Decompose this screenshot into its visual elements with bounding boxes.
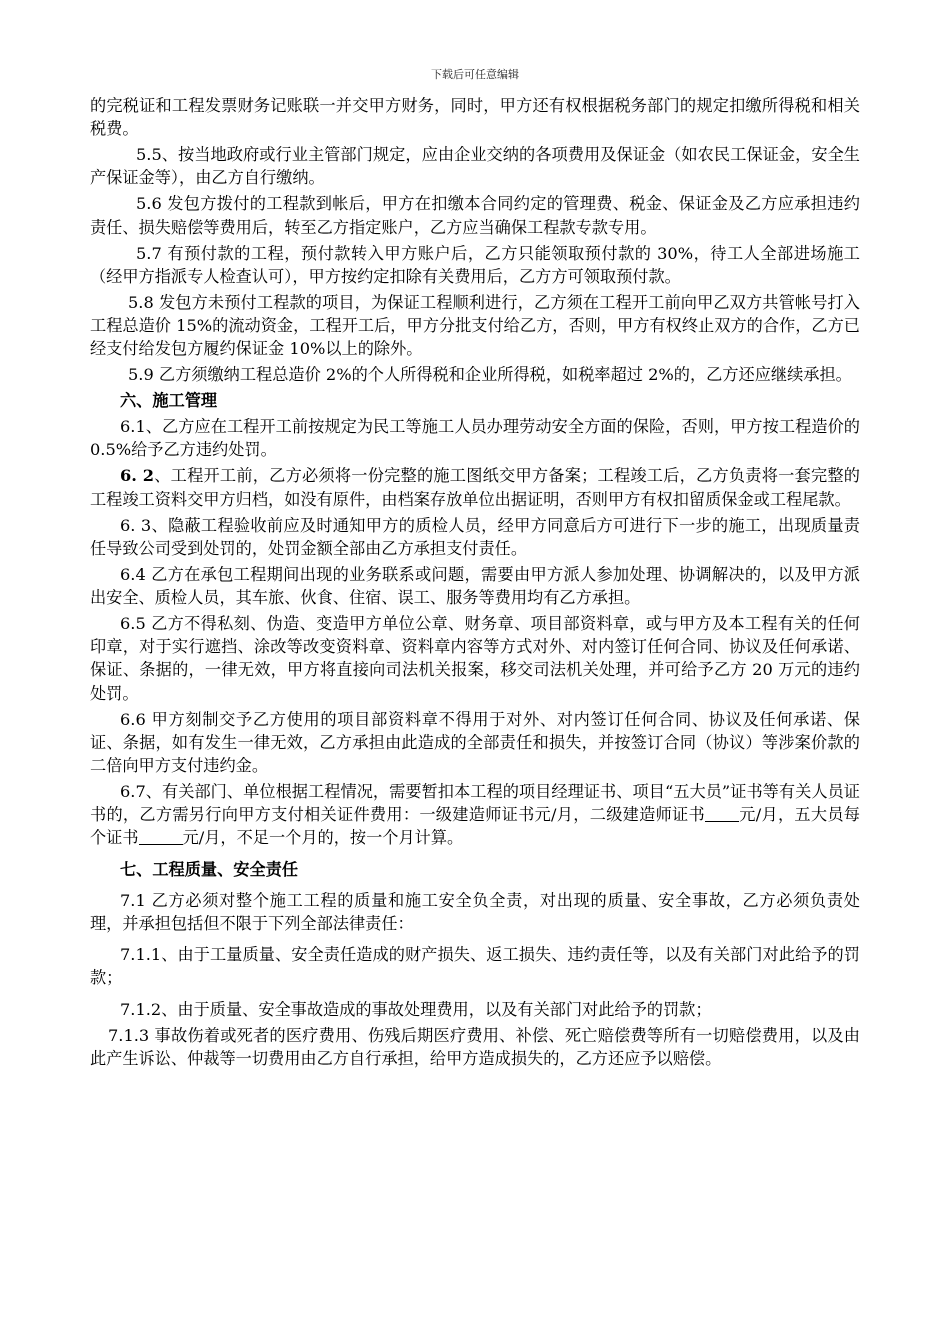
- paragraph-6-1: 6.1、乙方应在工程开工前按规定为民工等施工人员办理劳动安全方面的保险，否则，甲方按工程造价的 0.5%给予乙方违约处罚。: [90, 417, 860, 460]
- paragraph-6-7-part-b: 元/月，五大员每个证书: [90, 805, 860, 848]
- paragraph-6-2-text: 、工程开工前，乙方必须将一份完整的施工图纸交甲方备案；工程竣工后，乙方负责将一套完整的工程竣工资料交甲方归档，如没有原件，由档案存放单位出据证明，否则甲方有权扣留质保金或工程尾款。: [90, 466, 860, 509]
- paragraph-5-7: 5.7 有预付款的工程，预付款转入甲方账户后，乙方只能领取预付款的 30%，待工人全部进场施工（经甲方指派专人检查认可），甲方按约定扣除有关费用后，乙方方可领取预付款。: [90, 243, 860, 286]
- paragraph-7-1-2: 7.1.2、由于质量、安全事故造成的事故处理费用，以及有关部门对此给予的罚款；: [120, 999, 712, 1019]
- paragraph-continuation: 的完税证和工程发票财务记账联一并交甲方财务，同时，甲方还有权根据税务部门的规定扣缴所得税和相关税费。: [90, 96, 860, 139]
- paragraph-7-1-3: 7.1.3 事故伤着或死者的医疗费用、伤残后期医疗费用、补偿、死亡赔偿费等所有一切赔偿费用，以及由此产生诉讼、仲裁等一切费用由乙方自行承担，给甲方造成损失的，乙方还应予以赔偿。: [90, 1025, 860, 1068]
- document-body: [90, 94, 860, 1073]
- paragraph-6-3: 6. 3、隐蔽工程验收前应及时通知甲方的质检人员，经甲方同意后方可进行下一步的施工，出现质量责任导致公司受到处罚的，处罚金额全部由乙方承担支付责任。: [90, 515, 860, 558]
- paragraph-7-1-1: 7.1.1、由于工量质量、安全责任造成的财产损失、返工损失、违约责任等，以及有关部门对此给予的罚款；: [90, 945, 860, 988]
- paragraph-5-9: 5.9 乙方须缴纳工程总造价 2%的个人所得税和企业所得税，如税率超过 2%的，乙方还应继续承担。: [128, 365, 852, 385]
- paragraph-6-4: 6.4 乙方在承包工程期间出现的业务联系或问题，需要由甲方派人参加处理、协调解决的，以及甲方派出安全、质检人员，其车旅、伙食、住宿、误工、服务等费用均有乙方承担。: [90, 564, 860, 608]
- paragraph-6-7: [90, 780, 860, 850]
- paragraph-6-2-number: 6. 2: [120, 466, 155, 486]
- paragraph-5-5: 5.5、按当地政府或行业主管部门规定，应由企业交纳的各项费用及保证金（如农民工保证金，安全生产保证金等），由乙方自行缴纳。: [90, 145, 860, 188]
- paragraph-7-1: 7.1 乙方必须对整个施工工程的质量和施工安全负全责，对出现的质量、安全事故，乙方必须负责处理，并承担包括但不限于下列全部法律责任：: [90, 890, 860, 934]
- paragraph-5-8: 5.8 发包方未预付工程款的项目，为保证工程顺利进行，乙方须在工程开工前向甲乙双方共管帐号打入工程总造价 15%的流动资金，工程开工后，甲方分批支付给乙方，否则，甲方有权终止双方的合作，乙方已经支付给发包方履约保证金 10%以上的除外。: [90, 292, 860, 359]
- page-header: 下载后可任意编辑: [431, 68, 519, 81]
- paragraph-6-7-part-a: 6.7、有关部门、单位根据工程情况，需要暂扣本工程的项目经理证书、项目“五大员”证书等有关人员证书的，乙方需另行向甲方支付相关证件费用：一级建造师证书元/月，二级建造师证书: [90, 782, 860, 825]
- fill-blank-line: [139, 828, 183, 845]
- paragraph-6-2: [90, 464, 860, 510]
- fill-blank-line: [705, 805, 739, 822]
- paragraph-6-7-part-c: 元/月，不足一个月的，按一个月计算。: [182, 828, 464, 848]
- paragraph-6-5: 6.5 乙方不得私刻、伪造、变造甲方单位公章、财务章、项目部资料章，或与甲方及本工程有关的任何印章，对于实行遮挡、涂改等改变资料章、资料章内容等方式对外、对内签订任何合同、协议及任何承诺、保证、条据的，一律无效，甲方将直接向司法机关报案，移交司法机关处理，并可给予乙方 20 万元的违约处罚。: [90, 614, 860, 703]
- section-heading-6: 六、施工管理: [120, 391, 218, 411]
- section-heading-7: 七、工程质量、安全责任: [120, 859, 299, 879]
- paragraph-6-6: 6.6 甲方刻制交予乙方使用的项目部资料章不得用于对外、对内签订任何合同、协议及任何承诺、保证、条据，如有发生一律无效，乙方承担由此造成的全部责任和损失，并按签订合同（协议）等涉案价款的二倍向甲方支付违约金。: [90, 709, 860, 776]
- paragraph-5-6: 5.6 发包方拨付的工程款到帐后，甲方在扣缴本合同约定的管理费、税金、保证金及乙方应承担违约责任、损失赔偿等费用后，转至乙方指定账户，乙方应当确保工程款专款专用。: [90, 194, 860, 237]
